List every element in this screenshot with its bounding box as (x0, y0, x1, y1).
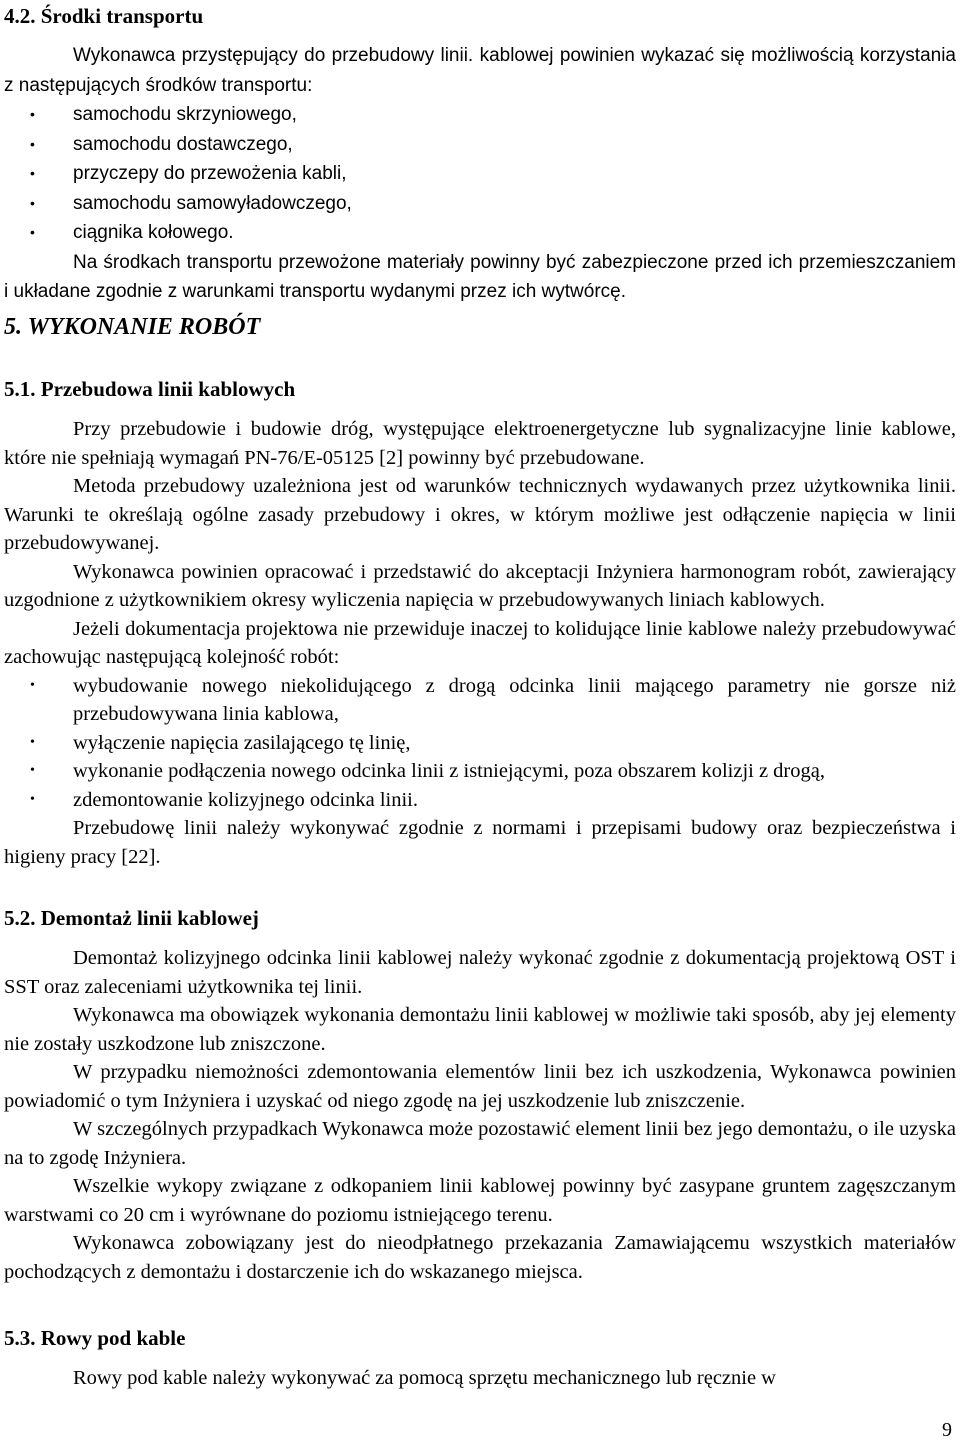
section-4-2-body (4, 41, 956, 307)
list-item: • samochodu skrzyniowego, (4, 100, 956, 130)
paragraph: Rowy pod kable należy wykonywać za pomocą sprzętu mechanicznego lub ręcznie w (73, 1367, 776, 1389)
list-item: • przyczepy do przewożenia kabli, (4, 159, 956, 189)
list-item: • samochodu dostawczego, (4, 130, 956, 160)
heading-5-1: 5.1. Przebudowa linii kablowych (4, 377, 296, 401)
paragraph: Przebudowę linii należy wykonywać zgodnie z normami i przepisami budowy oraz bezpieczeństwa i higieny pracy [22]. (4, 817, 956, 868)
section-4-2 (4, 4, 956, 29)
paragraph: Przy przebudowie i budowie dróg, występujące elektroenergetyczne lub sygnalizacyjne linie kablowe, które nie spełniają wymagań PN-76/E-05125 [2] powinny być przebudowane. (4, 418, 956, 469)
section-5-2 (4, 906, 956, 931)
list-item: • wyłączenie napięcia zasilającego tę linię, (4, 729, 956, 758)
paragraph: W szczególnych przypadkach Wykonawca może pozostawić element linii bez jego demontażu, o ile uzyska na to zgodę Inżyniera. (4, 1118, 956, 1169)
list-item: • zdemontowanie kolizyjnego odcinka linii. (4, 786, 956, 815)
paragraph: Wykonawca ma obowiązek wykonania demontażu linii kablowej w możliwie taki sposób, aby jej elementy nie zostały uszkodzone lub zniszczone. (4, 1004, 956, 1055)
paragraph: W przypadku niemożności zdemontowania elementów linii bez ich uszkodzenia, Wykonawca powinien powiadomić o tym Inżyniera i uzyskać od niego zgodę na jej uszkodzenie lub zniszczenie. (4, 1061, 956, 1112)
heading-4-2: 4.2. Środki transportu (4, 4, 204, 28)
page-number: 9 (942, 1419, 952, 1441)
paragraph: Metoda przebudowy uzależniona jest od warunków technicznych wydawanych przez użytkownika linii. Warunki te określają ogólne zasady przebudowy i okres, w którym możliwe jest odłączenie napięcia w linii przebudowywanej. (4, 475, 956, 554)
paragraph: Demontaż kolizyjnego odcinka linii kablowej należy wykonać zgodnie z dokumentacją projektową OST i SST oraz zaleceniami użytkownika tej linii. (4, 947, 956, 998)
list-item: • ciągnika kołowego. (4, 218, 956, 248)
heading-5: 5. WYKONANIE ROBÓT (4, 314, 261, 340)
paragraph: Na środkach transportu przewożone materiały powinny być zabezpieczone przed ich przemieszczaniem i układane zgodnie z warunkami transportu wydanymi przez ich wytwórcę. (4, 251, 956, 302)
paragraph: Jeżeli dokumentacja projektowa nie przewiduje inaczej to kolidujące linie kablowe należy przebudowywać zachowując następującą kolejność robót: (4, 617, 956, 668)
transport-list (4, 100, 956, 248)
section-5-3-body (4, 1364, 956, 1393)
list-item: • wykonanie podłączenia nowego odcinka linii z istniejącymi, poza obszarem kolizji z drogą, (4, 757, 956, 786)
section-5-2-body (4, 944, 956, 1286)
paragraph: Wszelkie wykopy związane z odkopaniem linii kablowej powinny być zasypane gruntem zagęszczanym warstwami co 20 cm i wyrównane do poziomu istniejącego terenu. (4, 1175, 956, 1226)
section-5-1 (4, 377, 956, 402)
heading-5-2: 5.2. Demontaż linii kablowej (4, 906, 259, 930)
paragraph: Wykonawca przystępujący do przebudowy linii. kablowej powinien wykazać się możliwością korzystania z następujących środków transportu: (4, 45, 956, 96)
list-item: • wybudowanie nowego niekolidującego z drogą odcinka linii mającego parametry nie gorsze niż przebudowywana linia kablowa, (4, 672, 956, 729)
rebuild-steps-list (4, 672, 956, 815)
section-5-1-body (4, 415, 956, 871)
list-item: • samochodu samowyładowczego, (4, 189, 956, 219)
paragraph: Wykonawca powinien opracować i przedstawić do akceptacji Inżyniera harmonogram robót, zawierający uzgodnione z użytkownikiem okresy wyliczenia napięcia w przebudowywanych liniach kablowych. (4, 560, 956, 611)
heading-5-3: 5.3. Rowy pod kable (4, 1326, 186, 1350)
paragraph: Wykonawca zobowiązany jest do nieodpłatnego przekazania Zamawiającemu wszystkich materiałów pochodzących z demontażu i dostarczenie ich do wskazanego miejsca. (4, 1232, 956, 1283)
section-5-3 (4, 1326, 956, 1351)
section-5 (4, 314, 956, 341)
